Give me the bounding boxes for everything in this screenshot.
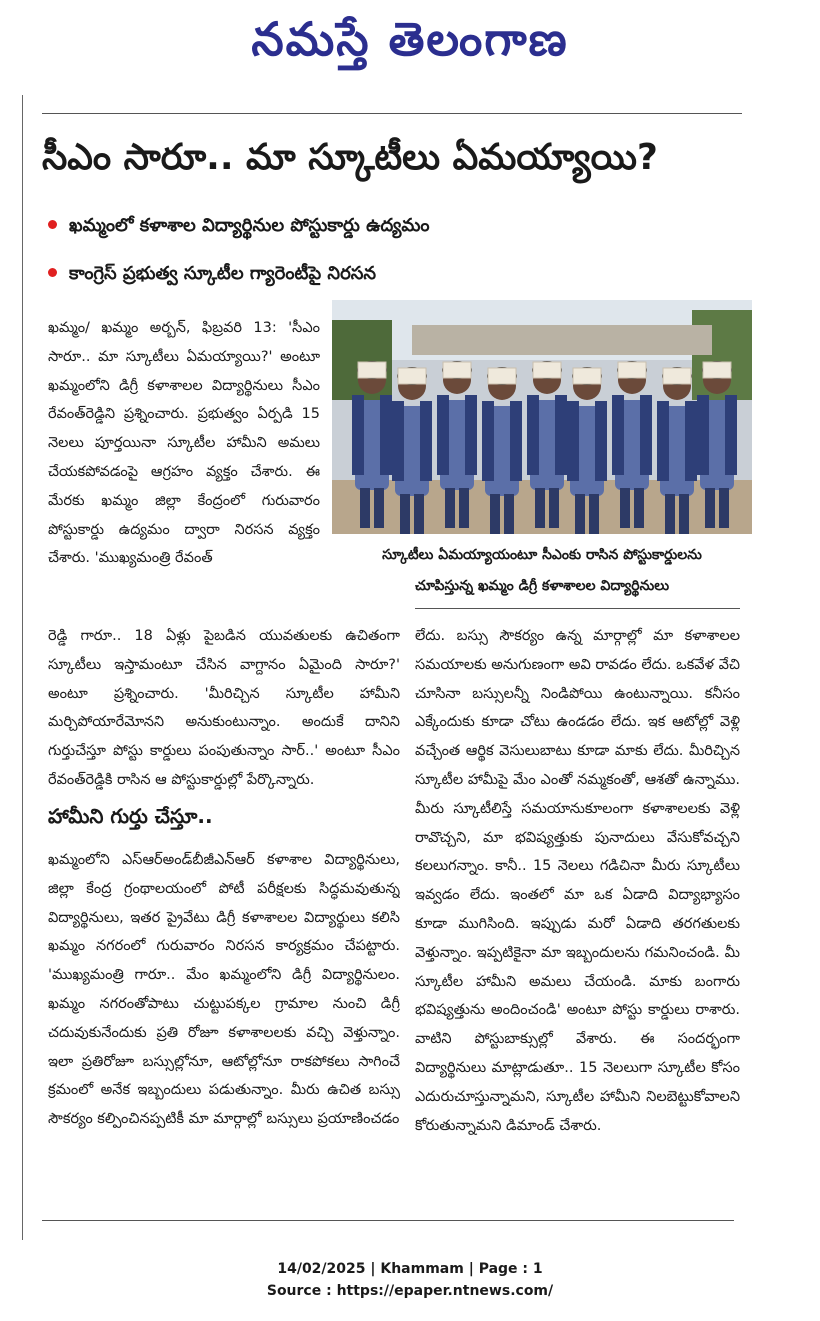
article-column-1: [48, 314, 320, 634]
left-margin-rule: [22, 95, 23, 1240]
news-photo: [332, 300, 752, 534]
bullet-dot-icon: [48, 220, 57, 229]
students-photo-illustration: [332, 300, 752, 534]
bullet-text-1: ఖమ్మంలో కళాశాల విద్యార్థినుల పోస్టుకార్డు ఉద్యమం: [69, 215, 430, 236]
page-footer: [0, 1258, 820, 1302]
newspaper-logo: నమస్తే తెలంగాణ: [251, 12, 569, 66]
photo-caption-line-1: స్కూటీలు ఏమయ్యాయంటూ సీఎంకు రాసిన పోస్టుకార్డులను: [382, 547, 702, 563]
bullet-dot-icon: [48, 268, 57, 277]
footer-date-edition: 14/02/2025 | Khammam | Page : 1: [277, 1261, 543, 1277]
article-headline: సీఎం సారూ.. మా స్కూటీలు ఏమయ్యాయి?: [42, 137, 658, 178]
footer-source: Source : https://epaper.ntnews.com/: [266, 1283, 554, 1299]
bottom-divider: [42, 1220, 734, 1221]
article-text-col2: రెడ్డి గారూ.. 18 ఏళ్లు పైబడిన యువతులకు ఉచితంగా స్కూటీలు ఇస్తామంటూ చేసిన వాగ్దానం ఏమైంది సారూ?' అంటూ ప్రశ్నించారు. 'మీరిచ్చిన స్కూటీల హామీని మర్చిపోయారేమోనని అనుకుంటున్నాం. అందుకే దానిని గుర్తుచేస్తూ పోస్టు కార్డులు పంపుతున్నాం సార్..' అంటూ సీఎం రేవంత్‌రెడ్డికి రాసిన ఆ పోస్టుకార్డుల్లో పేర్కొన్నారు.: [48, 628, 400, 788]
article-subheading: హామీని గుర్తు చేస్తూ..: [48, 804, 213, 828]
article-column-3: [48, 846, 400, 1206]
bullet-point-1: [48, 209, 738, 243]
top-divider: [42, 113, 742, 114]
article-text-col1: ఖమ్మం/ ఖమ్మం అర్బన్, ఫిబ్రవరి 13: 'సీఎం సారూ.. మా స్కూటీలు ఏమయ్యాయి?' అంటూ ఖమ్మంలోని డిగ్రీ కళాశాలల విద్యార్థినులు సీఎం రేవంత్‌రెడ్డిని ప్రశ్నించారు. ప్రభుత్వం ఏర్పడి 15 నెలలు పూర్తయినా స్కూటీల హామీని అమలు చేయకపోవడంపై ఆగ్రహం వ్యక్తం చేశారు. ఈ మేరకు ఖమ్మం జిల్లా కేంద్రంలో గురువారం పోస్టుకార్డు ఉద్యమం ద్వారా నిరసన వ్యక్తం చేశారు. 'ముఖ్యమంత్రి రేవంత్: [48, 320, 320, 567]
photo-caption: [332, 540, 752, 602]
bullet-text-2: కాంగ్రెస్ ప్రభుత్వ స్కూటీల గ్యారెంటీపై నిరసన: [69, 263, 377, 284]
article-column-4: [415, 622, 740, 1207]
photo-caption-line-2: చూపిస్తున్న ఖమ్మం డిగ్రీ కళాశాలల విద్యార్థినులు: [414, 578, 670, 594]
article-text-col3: ఖమ్మంలోని ఎస్‌ఆర్‌అండ్‌బీజీఎన్‌ఆర్ కళాశాల విద్యార్థినులు, జిల్లా కేంద్ర గ్రంథాలయంలో పోటీ పరీక్షలకు సిద్ధమవుతున్న విద్యార్థినులు, ఇతర ప్రైవేటు డిగ్రీ కళాశాలల విద్యార్థులు కలిసి ఖమ్మం నగరంలో గురువారం నిరసన కార్యక్రమం చేపట్టారు. 'ముఖ్యమంత్రి గారూ.. మేం ఖమ్మంలోని డిగ్రీ విద్యార్థినులం. ఖమ్మం నగరంతోపాటు చుట్టుపక్కల గ్రామాల నుంచి డిగ్రీ చదువుకునేందుకు ప్రతి రోజూ కళాశాలలకు వచ్చి వెళ్తున్నాం. ఇలా ప్రతిరోజూ బస్సుల్లోనూ, ఆటోల్లోనూ రాకపోకలు సాగించే క్రమంలో అనేక ఇబ్బందులు పడుతున్నాం. మీరు ఉచిత బస్సు సౌకర్యం కల్పించినప్పటికీ మా మార్గాల్లో బస్సులు ప్రయాణించడం: [48, 852, 400, 1128]
article-column-2: [48, 622, 400, 792]
caption-divider: [415, 608, 740, 609]
masthead: [0, 0, 820, 80]
bullet-point-2: [48, 257, 738, 291]
article-text-col4: లేదు. బస్సు సౌకర్యం ఉన్న మార్గాల్లో మా కళాశాలల సమయాలకు అనుగుణంగా అవి రావడం లేదు. ఒకవేళ వేచి చూసినా బస్సులన్నీ నిండిపోయి ఉంటున్నాయి. కనీసం ఎక్కేందుకు కూడా చోటు ఉండడం లేదు. ఇక ఆటోల్లో వెళ్లి వచ్చేంత ఆర్థిక వెసులుబాటు కూడా మాకు లేదు. మీరిచ్చిన స్కూటీల హామీపై మేం ఎంతో నమ్మకంతో, ఆశతో ఉన్నాము. మీరు స్కూటీలిస్తే సమయానుకూలంగా కళాశాలలకు వెళ్లి రావొచ్చని, మా భవిష్యత్తుకు పునాదులు వేసుకోవచ్చని కలలుగన్నాం. కానీ.. 15 నెలలు గడిచినా మీరు స్కూటీలు ఇవ్వడం లేదు. ఇంతలో మా ఒక ఏడాది విద్యాభ్యాసం కూడా ముగిసింది. ఇప్పుడు మరో ఏడాది తరగతులకు వెళ్తున్నాం. ఇప్పటికైనా మా ఇబ్బందులను గమనించండి. మీ స్కూటీల హామీని అమలు చేయండి. మాకు బంగారు భవిష్యత్తును అందించండి' అంటూ పోస్టు కార్డులు రాశారు. వాటిని పోస్టుబాక్సుల్లో వేశారు. ఈ సందర్భంగా విద్యార్థినులు మాట్లాడుతూ.. 15 నెలలుగా స్కూటీల కోసం ఎదురుచూస్తున్నామని, స్కూటీల హామీని నిలబెట్టుకోవాలని కోరుతున్నామని డిమాండ్ చేశారు.: [415, 628, 740, 1134]
